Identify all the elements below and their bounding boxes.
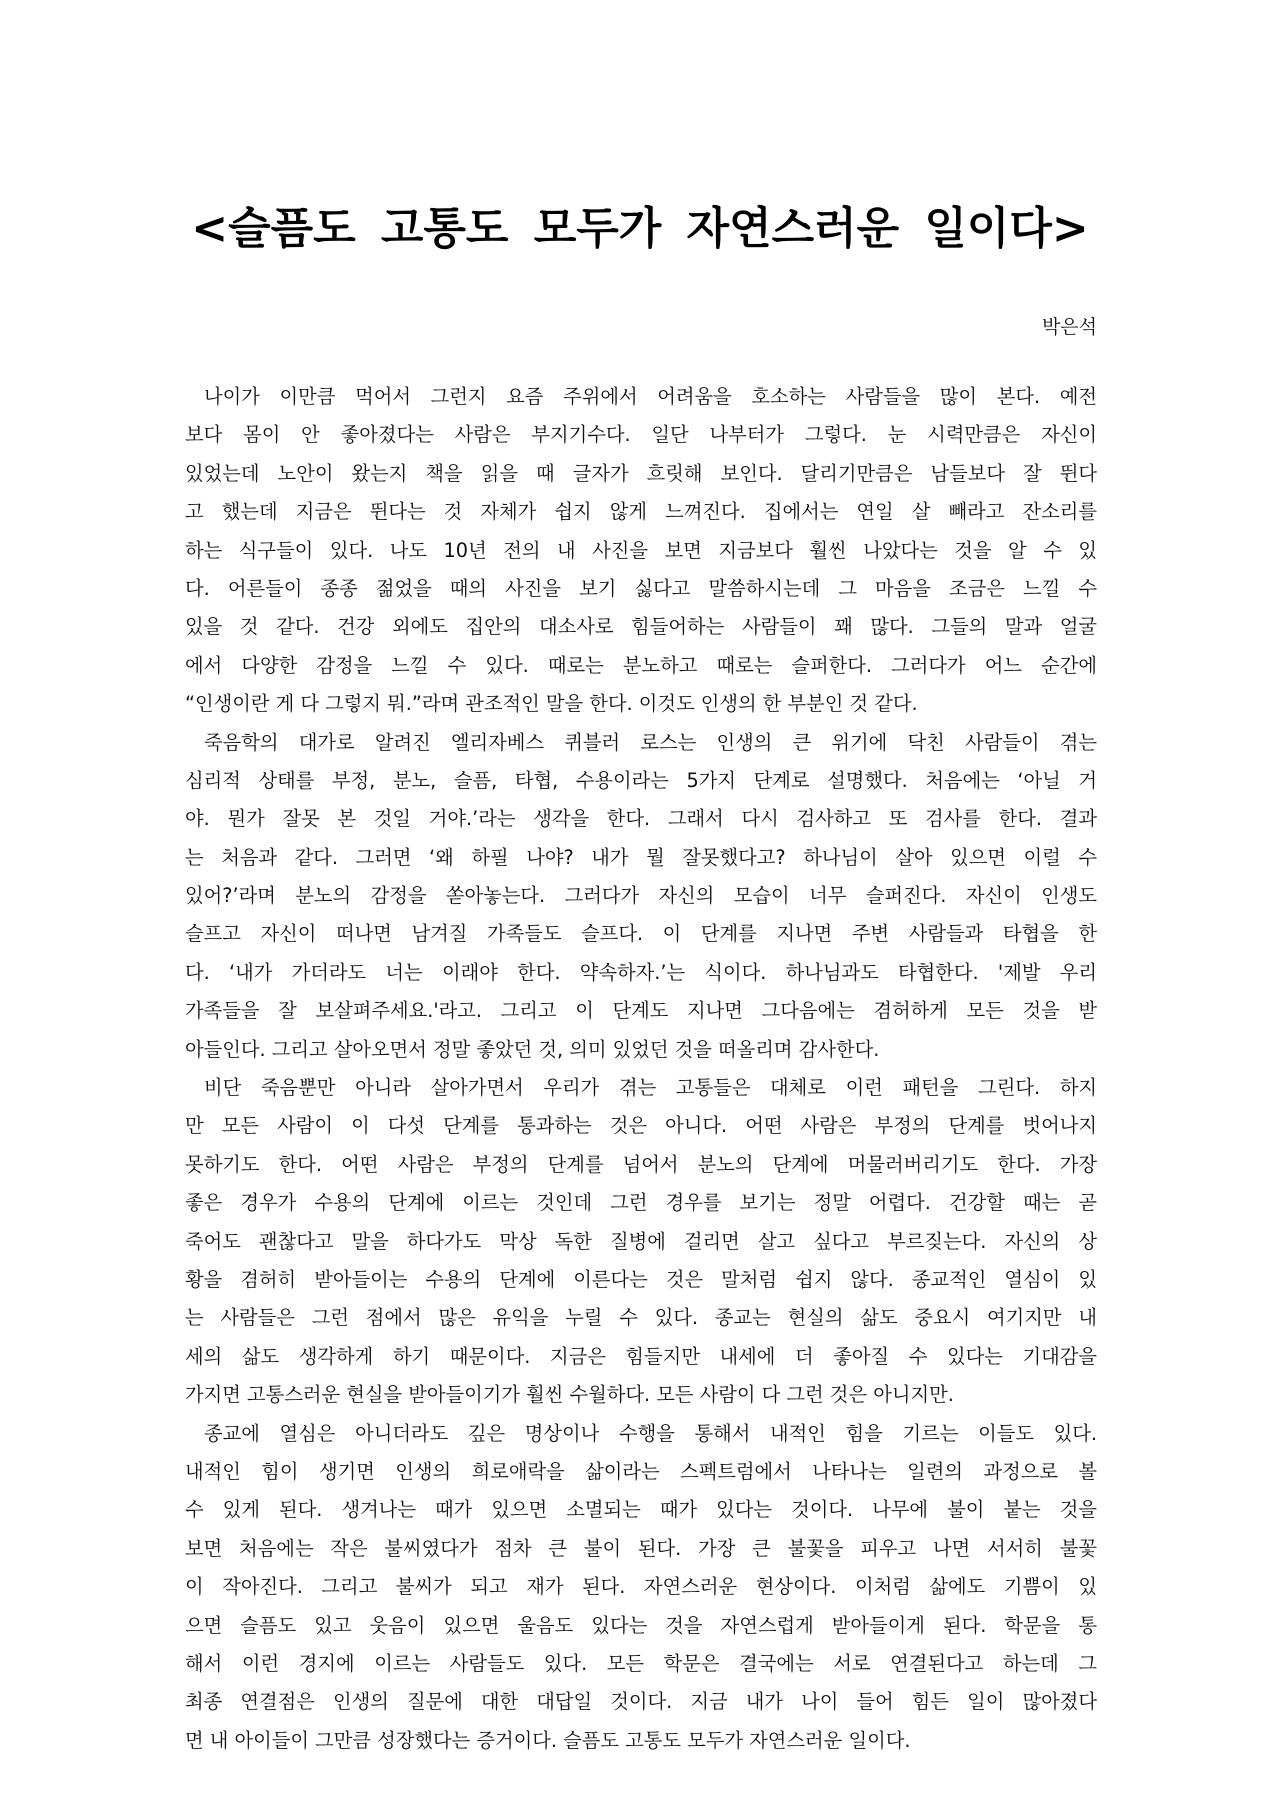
text-line: 비단 죽음뿐만 아니라 살아가면서 우리가 겪는 고통들은 대체로 이런 패턴을 그린다. 하지 (204, 1076, 1097, 1100)
text-line: 있을 것 같다. 건강 외에도 집안의 대소사로 힘들어하는 사람들이 꽤 많다. 그들의 말과 얼굴 (185, 615, 1097, 639)
text-line: 황을 겸허히 받아들이는 수용의 단계에 이른다는 것은 말처럼 쉽지 않다. 종교적인 열심이 있 (185, 1267, 1097, 1291)
text-line: 이 작아진다. 그리고 불씨가 되고 재가 된다. 자연스러운 현상이다. 이처럼 삶에도 기쁨이 있 (185, 1575, 1097, 1599)
text-line: 슬프고 자신이 떠나면 남겨질 가족들도 슬프다. 이 단계를 지나면 주변 사람들과 타협을 한 (185, 922, 1097, 946)
text-line: 못하기도 한다. 어떤 사람은 부정의 단계를 넘어서 분노의 단계에 머물러버리기도 한다. 가장 (185, 1152, 1097, 1176)
text-line: 는 처음과 같다. 그러면 ‘왜 하필 나야? 내가 뭘 잘못했다고? 하나님이 살아 있으면 이럴 수 (185, 845, 1097, 869)
text-line: 다. 어른들이 종종 젊었을 때의 사진을 보기 싫다고 말씀하시는데 그 마음을 조금은 느낄 수 (185, 576, 1097, 600)
text-line: 종교에 열심은 아니더라도 깊은 명상이나 수행을 통해서 내적인 힘을 기르는 이들도 있다. (204, 1421, 1097, 1445)
text-line: 세의 삶도 생각하게 하기 때문이다. 지금은 힘들지만 내세에 더 좋아질 수 있다는 기대감을 (185, 1344, 1097, 1368)
text-line: “인생이란 게 다 그렇지 뭐.”라며 관조적인 말을 한다. 이것도 인생의 한 부분인 것 같다. (185, 692, 918, 716)
text-line: 좋은 경우가 수용의 단계에 이르는 것인데 그런 경우를 보기는 정말 어렵다. 건강할 때는 곧 (185, 1191, 1097, 1215)
text-line: 보면 처음에는 작은 불씨였다가 점차 큰 불이 된다. 가장 큰 불꽃을 피우고 나면 서서히 불꽃 (185, 1536, 1097, 1560)
text-line: 보다 몸이 안 좋아졌다는 사람은 부지기수다. 일단 나부터가 그렇다. 눈 시력만큼은 자신이 (185, 423, 1097, 447)
text-line: 해서 이런 경지에 이르는 사람들도 있다. 모든 학문은 결국에는 서로 연결된다고 하는데 그 (185, 1651, 1097, 1675)
document-title: <슬픔도 고통도 모두가 자연스러운 일이다> (191, 203, 1089, 254)
document-body (185, 378, 1097, 1760)
text-line: 으면 슬픔도 있고 웃음이 있으면 울음도 있다는 것을 자연스럽게 받아들이게 된다. 학문을 통 (185, 1613, 1097, 1637)
text-line: 가지면 고통스러운 현실을 받아들이기가 훨씬 수월하다. 모든 사람이 다 그런 것은 아니지만. (185, 1383, 954, 1407)
text-line: 다. ‘내가 가더라도 너는 이래야 한다. 약속하자.’는 식이다. 하나님과도 타협한다. '제발 우리 (185, 960, 1097, 984)
text-line: 하는 식구들이 있다. 나도 10년 전의 내 사진을 보면 지금보다 훨씬 나았다는 것을 알 수 있 (185, 538, 1097, 562)
text-line: 내적인 힘이 생기면 인생의 희로애락을 삶이라는 스펙트럼에서 나타나는 일련의 과정으로 볼 (185, 1459, 1097, 1483)
text-line: 죽어도 괜찮다고 말을 하다가도 막상 독한 질병에 걸리면 살고 싶다고 부르짖는다. 자신의 상 (185, 1229, 1097, 1253)
text-line: 가족들을 잘 보살펴주세요.'라고. 그리고 이 단계도 지나면 그다음에는 겸허하게 모든 것을 받 (185, 999, 1097, 1023)
author-name: 박은석 (1041, 316, 1097, 338)
text-line: 수 있게 된다. 생겨나는 때가 있으면 소멸되는 때가 있다는 것이다. 나무에 불이 붙는 것을 (185, 1498, 1097, 1522)
text-line: 에서 다양한 감정을 느낄 수 있다. 때로는 분노하고 때로는 슬퍼한다. 그러다가 어느 순간에 (185, 653, 1097, 677)
text-line: 만 모든 사람이 이 다섯 단계를 통과하는 것은 아니다. 어떤 사람은 부정의 단계를 벗어나지 (185, 1114, 1097, 1138)
text-line: 나이가 이만큼 먹어서 그런지 요즘 주위에서 어려움을 호소하는 사람들을 많이 본다. 예전 (204, 385, 1097, 408)
text-line: 는 사람들은 그런 점에서 많은 유익을 누릴 수 있다. 종교는 현실의 삶도 중요시 여기지만 내 (185, 1306, 1097, 1330)
text-line: 아들인다. 그리고 살아오면서 정말 좋았던 것, 의미 있었던 것을 떠올리며 감사한다. (185, 1037, 880, 1061)
text-line: 야. 뭔가 잘못 본 것일 거야.’라는 생각을 한다. 그래서 다시 검사하고 또 검사를 한다. 결과 (185, 807, 1097, 831)
text-line: 심리적 상태를 부정, 분노, 슬픔, 타협, 수용이라는 5가지 단계로 설명했다. 처음에는 ‘아닐 거 (185, 768, 1097, 792)
text-line: 죽음학의 대가로 알려진 엘리자베스 퀴블러 로스는 인생의 큰 위기에 닥친 사람들이 겪는 (204, 730, 1097, 754)
text-line: 면 내 아이들이 그만큼 성장했다는 증거이다. 슬픔도 고통도 모두가 자연스러운 일이다. (185, 1728, 911, 1752)
text-line: 있었는데 노안이 왔는지 책을 읽을 때 글자가 흐릿해 보인다. 달리기만큼은 남들보다 잘 뛴다 (185, 461, 1097, 485)
text-line: 있어?’라며 분노의 감정을 쏟아놓는다. 그러다가 자신의 모습이 너무 슬퍼진다. 자신이 인생도 (185, 884, 1097, 908)
text-line: 최종 연결점은 인생의 질문에 대한 대답일 것이다. 지금 내가 나이 들어 힘든 일이 많아졌다 (185, 1690, 1097, 1714)
text-line: 고 했는데 지금은 뛴다는 것 자체가 쉽지 않게 느껴진다. 집에서는 연일 살 빼라고 잔소리를 (185, 500, 1097, 524)
